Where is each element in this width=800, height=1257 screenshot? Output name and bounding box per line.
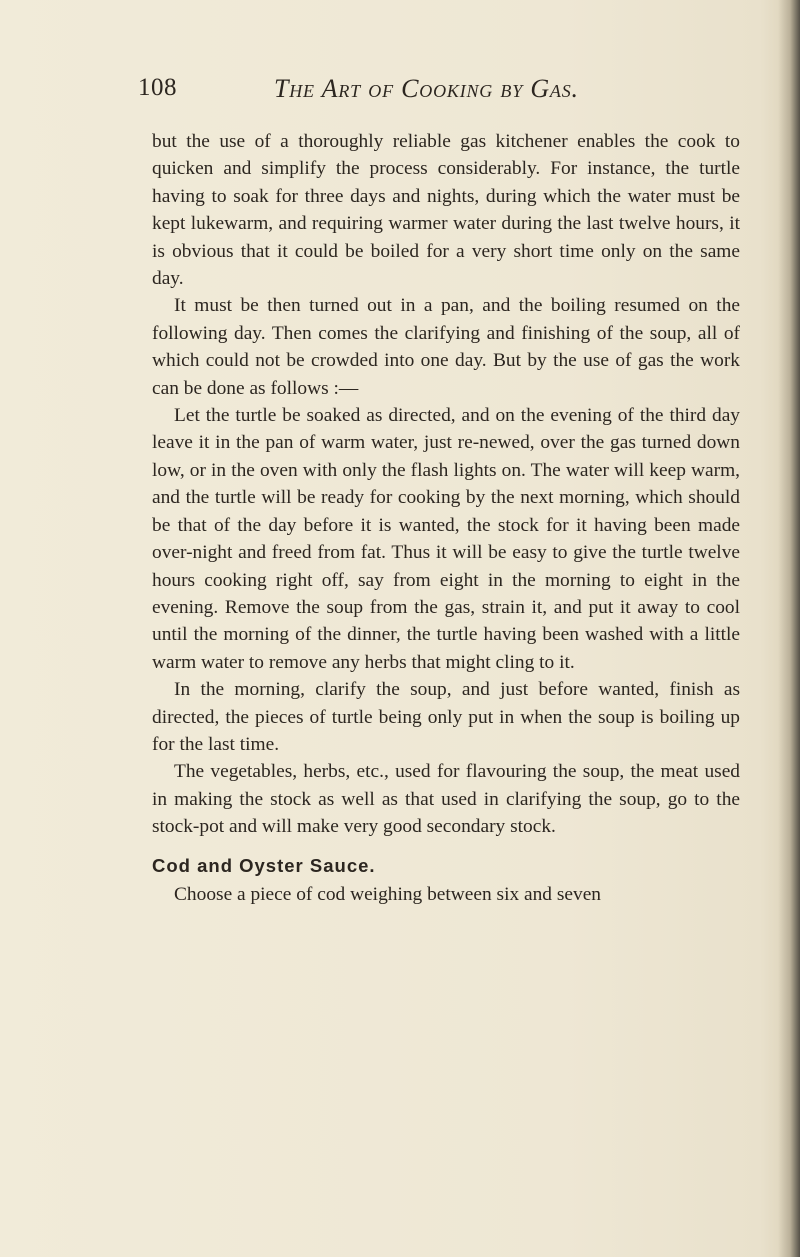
running-head xyxy=(138,74,738,114)
paragraph: Choose a piece of cod weighing between six and seven xyxy=(174,883,602,905)
paragraph: In the morning, clarify the soup, and just before wanted, finish as directed, the pieces of turtle being only put in when the soup is boiling up for the last time. xyxy=(152,679,740,755)
paragraph: but the use of a thoroughly reliable gas kitchener enables the cook to quicken and simplify the process considerably. For instance, the turtle having to soak for three days and nights, during which the water must be kept lukewarm, and requiring warmer water during the last twelve hours, it is obvious that it could be boiled for a very short time only on the same day. xyxy=(152,131,740,290)
running-title: The Art of Cooking by Gas. xyxy=(274,74,579,103)
body-text xyxy=(152,128,740,908)
paragraph: Let the turtle be soaked as directed, and on the evening of the third day leave it in the pan of warm water, just re-newed, over the gas turned down low, or in the oven with only the flash lights on. The water will keep warm, and the turtle will be ready for cooking by the next morning, which should be that of the day before it is wanted, the stock for it having been made over-night and freed from fat. Thus it will be easy to give the turtle twelve hours cooking right off, say from eight in the morning to eight in the evening. Remove the soup from the gas, strain it, and put it away to cool until the morning of the dinner, the turtle having been washed with a little warm water to remove any herbs that might cling to it. xyxy=(152,405,740,673)
page-edge-shadow xyxy=(778,0,800,1257)
paragraph: It must be then turned out in a pan, and the boiling resumed on the following day. Then comes the clarifying and finishing of the soup, all of which could not be crowded into one day. But by the use of gas the work can be done as follows :— xyxy=(152,295,740,399)
paragraph: The vegetables, herbs, etc., used for flavouring the soup, the meat used in making the stock as well as that used in clarifying the soup, go to the stock-pot and will make very good secondary stock. xyxy=(152,761,740,838)
page-number: 108 xyxy=(138,74,177,101)
section-heading: Cod and Oyster Sauce. xyxy=(152,854,376,876)
